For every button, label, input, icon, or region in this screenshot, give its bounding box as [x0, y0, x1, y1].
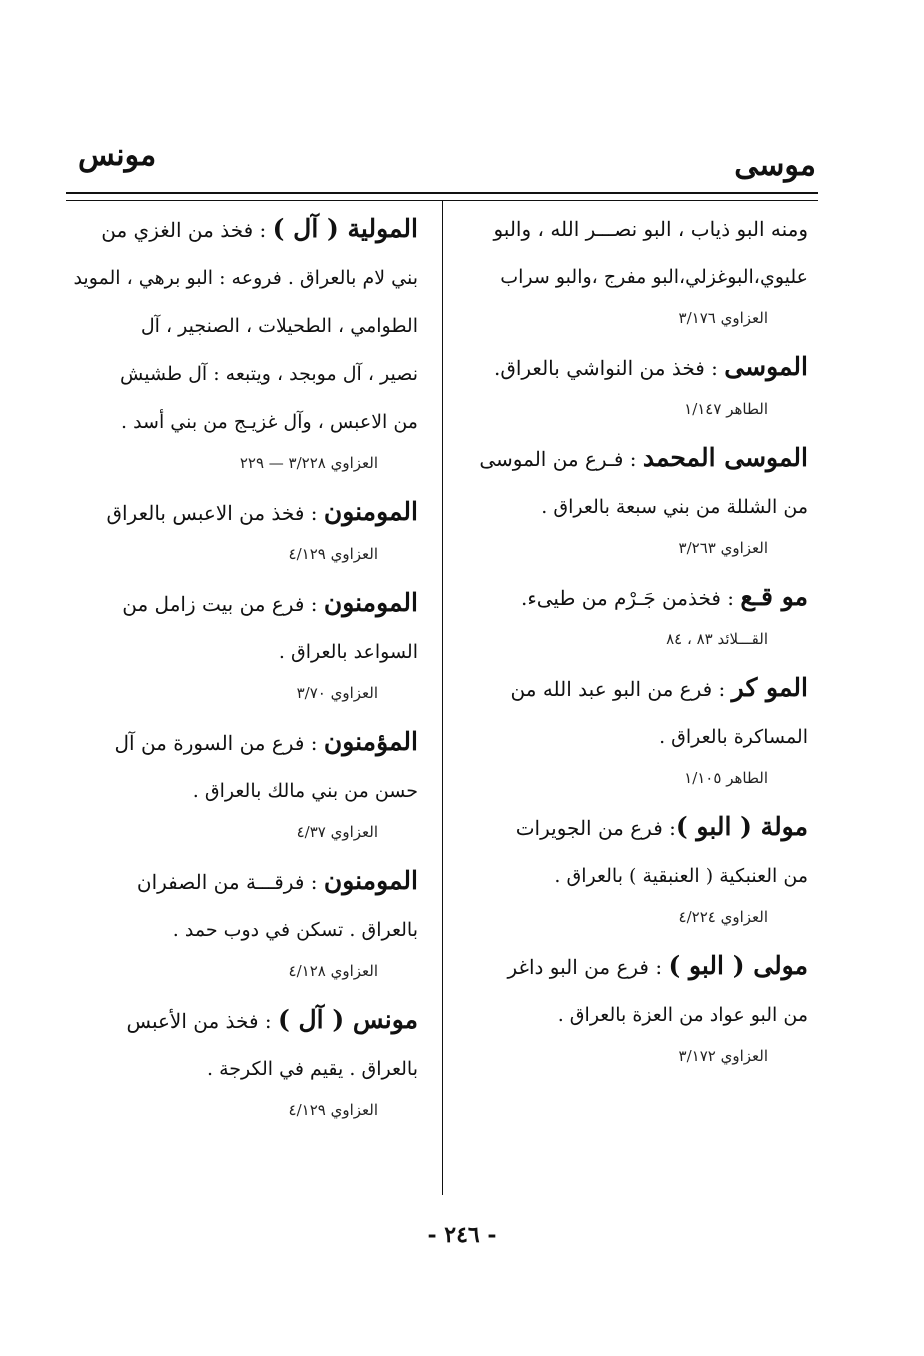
entry-line [452, 942, 808, 991]
entry-text: من الاعبس ، وآل غزيـج من بني أسد . [120, 411, 418, 433]
entry-line [70, 996, 418, 1045]
dictionary-entry [452, 664, 808, 795]
dictionary-entry [70, 718, 418, 849]
entry-line [452, 205, 808, 253]
dictionary-entry [70, 488, 418, 571]
entry-headword: المومنون [323, 588, 418, 617]
entry-line [70, 767, 418, 815]
entry-line [452, 991, 808, 1039]
dictionary-entry [70, 579, 418, 710]
entry-line [70, 718, 418, 767]
entry-headword: المومنون [323, 497, 418, 526]
entry-headword: الموسى [724, 352, 808, 381]
entry-headword: مو قـع [740, 582, 808, 611]
entry-line [70, 906, 418, 954]
entry-line [452, 483, 808, 531]
right-column [452, 205, 808, 1081]
entry-text: حسن من بني مالك بالعراق . [192, 780, 418, 802]
entry-text: من البو عواد من العزة بالعراق . [557, 1004, 808, 1026]
entry-text: السواعد بالعراق . [278, 641, 418, 663]
entry-line [70, 488, 418, 537]
entry-reference: العزاوي ٣/١٧٦ [678, 309, 768, 327]
entry-headword: المومنون [323, 866, 418, 895]
entry-text: : فخذ من الاعبس بالعراق [106, 501, 324, 525]
entry-reference: العزاوي ٤/١٢٩ [288, 545, 378, 563]
entry-text: : فرع من البو عبد الله من [510, 677, 732, 701]
entry-text: ومنه البو ذياب ، البو نصـــر الله ، والبو [493, 217, 808, 241]
dictionary-entry [70, 205, 418, 480]
entry-line [70, 579, 418, 628]
entry-text: بالعراق . يقيم في الكرجة . [207, 1058, 418, 1080]
entry-headword: الموسى المحمد [642, 443, 808, 472]
entry-text: : فـرع من الموسى [479, 447, 643, 471]
entry-line [70, 302, 418, 350]
entry-text: : فخذ من النواشي بالعراق. [493, 356, 725, 380]
entry-line [70, 1045, 418, 1093]
entry-text: من الشللة من بني سبعة بالعراق . [541, 496, 808, 518]
dictionary-entry [452, 573, 808, 656]
entry-line [452, 664, 808, 713]
entry-headword: مولى ( البو ) [668, 951, 808, 980]
entry-headword: مولة ( البو ) [675, 812, 808, 841]
entry-text: : فخذ من الأعبس [126, 1009, 278, 1033]
running-header-left: مونس [78, 138, 157, 173]
entry-text: من العنبكية ( العنبقية ) بالعراق . [554, 865, 808, 887]
entry-text: بني لام بالعراق . فروعه : البو برهي ، المويد [73, 267, 418, 289]
entry-reference: العزاوي ٣/٧٠ [296, 684, 378, 702]
entry-text: نصير ، آل موبجد ، ويتبعه : آل طشيش [120, 363, 418, 385]
entry-text: عليوي،البوغزلي،البو مفرج ،والبو سراب [500, 266, 808, 288]
entry-text: المساكرة بالعراق . [659, 726, 808, 748]
entry-reference: الطاهر ١/١٠٥ [684, 769, 768, 787]
entry-text: بالعراق . تسكن في دوب حمد . [172, 919, 418, 941]
entry-reference: العزاوي ٤/١٢٩ [288, 1101, 378, 1119]
entry-line [452, 713, 808, 761]
entry-text: : فرقـــة من الصفران [136, 870, 324, 894]
entry-line [70, 857, 418, 906]
dictionary-entry [452, 942, 808, 1073]
column-divider [442, 200, 443, 1195]
entry-line [452, 852, 808, 900]
entry-headword: مونس ( آل ) [277, 1005, 418, 1034]
dictionary-entry [452, 343, 808, 426]
entry-headword: المؤمنون [323, 727, 418, 756]
entry-reference: الطاهر ١/١٤٧ [684, 400, 768, 418]
page-number: - ٢٤٦ - [427, 1222, 497, 1248]
entry-text: : فرع من الجويرات [515, 816, 676, 840]
entry-line [452, 803, 808, 852]
left-column [70, 205, 418, 1135]
running-header-right: موسى [734, 148, 816, 183]
entry-text: : فرع من البو داغر [507, 955, 669, 979]
entry-line [70, 254, 418, 302]
header-rule [66, 192, 818, 194]
dictionary-entry [452, 434, 808, 565]
entry-line [452, 253, 808, 301]
dictionary-entry [70, 857, 418, 988]
entry-text: : فرع من بيت زامل من [122, 592, 324, 616]
entry-reference: العزاوي ٣/٢٢٨ — ٢٢٩ [239, 454, 378, 472]
entry-line [70, 350, 418, 398]
entry-text: : فرع من السورة من آل [114, 731, 324, 755]
entry-reference: القـــلائد ٨٣ ، ٨٤ [666, 630, 768, 648]
entry-line [452, 573, 808, 622]
entry-reference: العزاوي ٤/٣٧ [296, 823, 378, 841]
entry-text: : فخذمن جَـرْم من طيىء. [521, 586, 741, 610]
entry-reference: العزاوي ٣/١٧٢ [678, 1047, 768, 1065]
entry-headword: المولية ( آل ) [272, 214, 418, 243]
dictionary-entry [452, 205, 808, 335]
dictionary-entry [70, 996, 418, 1127]
entry-text: الطوامي ، الطحيلات ، الصنجير ، آل [140, 315, 418, 337]
entry-line [70, 398, 418, 446]
entry-reference: العزاوي ٤/١٢٨ [288, 962, 378, 980]
dictionary-entry [452, 803, 808, 934]
entry-line [70, 628, 418, 676]
entry-text: : فخذ من الغزي من [101, 218, 273, 242]
entry-reference: العزاوي ٤/٢٢٤ [678, 908, 768, 926]
entry-reference: العزاوي ٣/٢٦٣ [678, 539, 768, 557]
entry-headword: المو كر [731, 673, 808, 702]
entry-line [452, 434, 808, 483]
entry-line [452, 343, 808, 392]
entry-line [70, 205, 418, 254]
